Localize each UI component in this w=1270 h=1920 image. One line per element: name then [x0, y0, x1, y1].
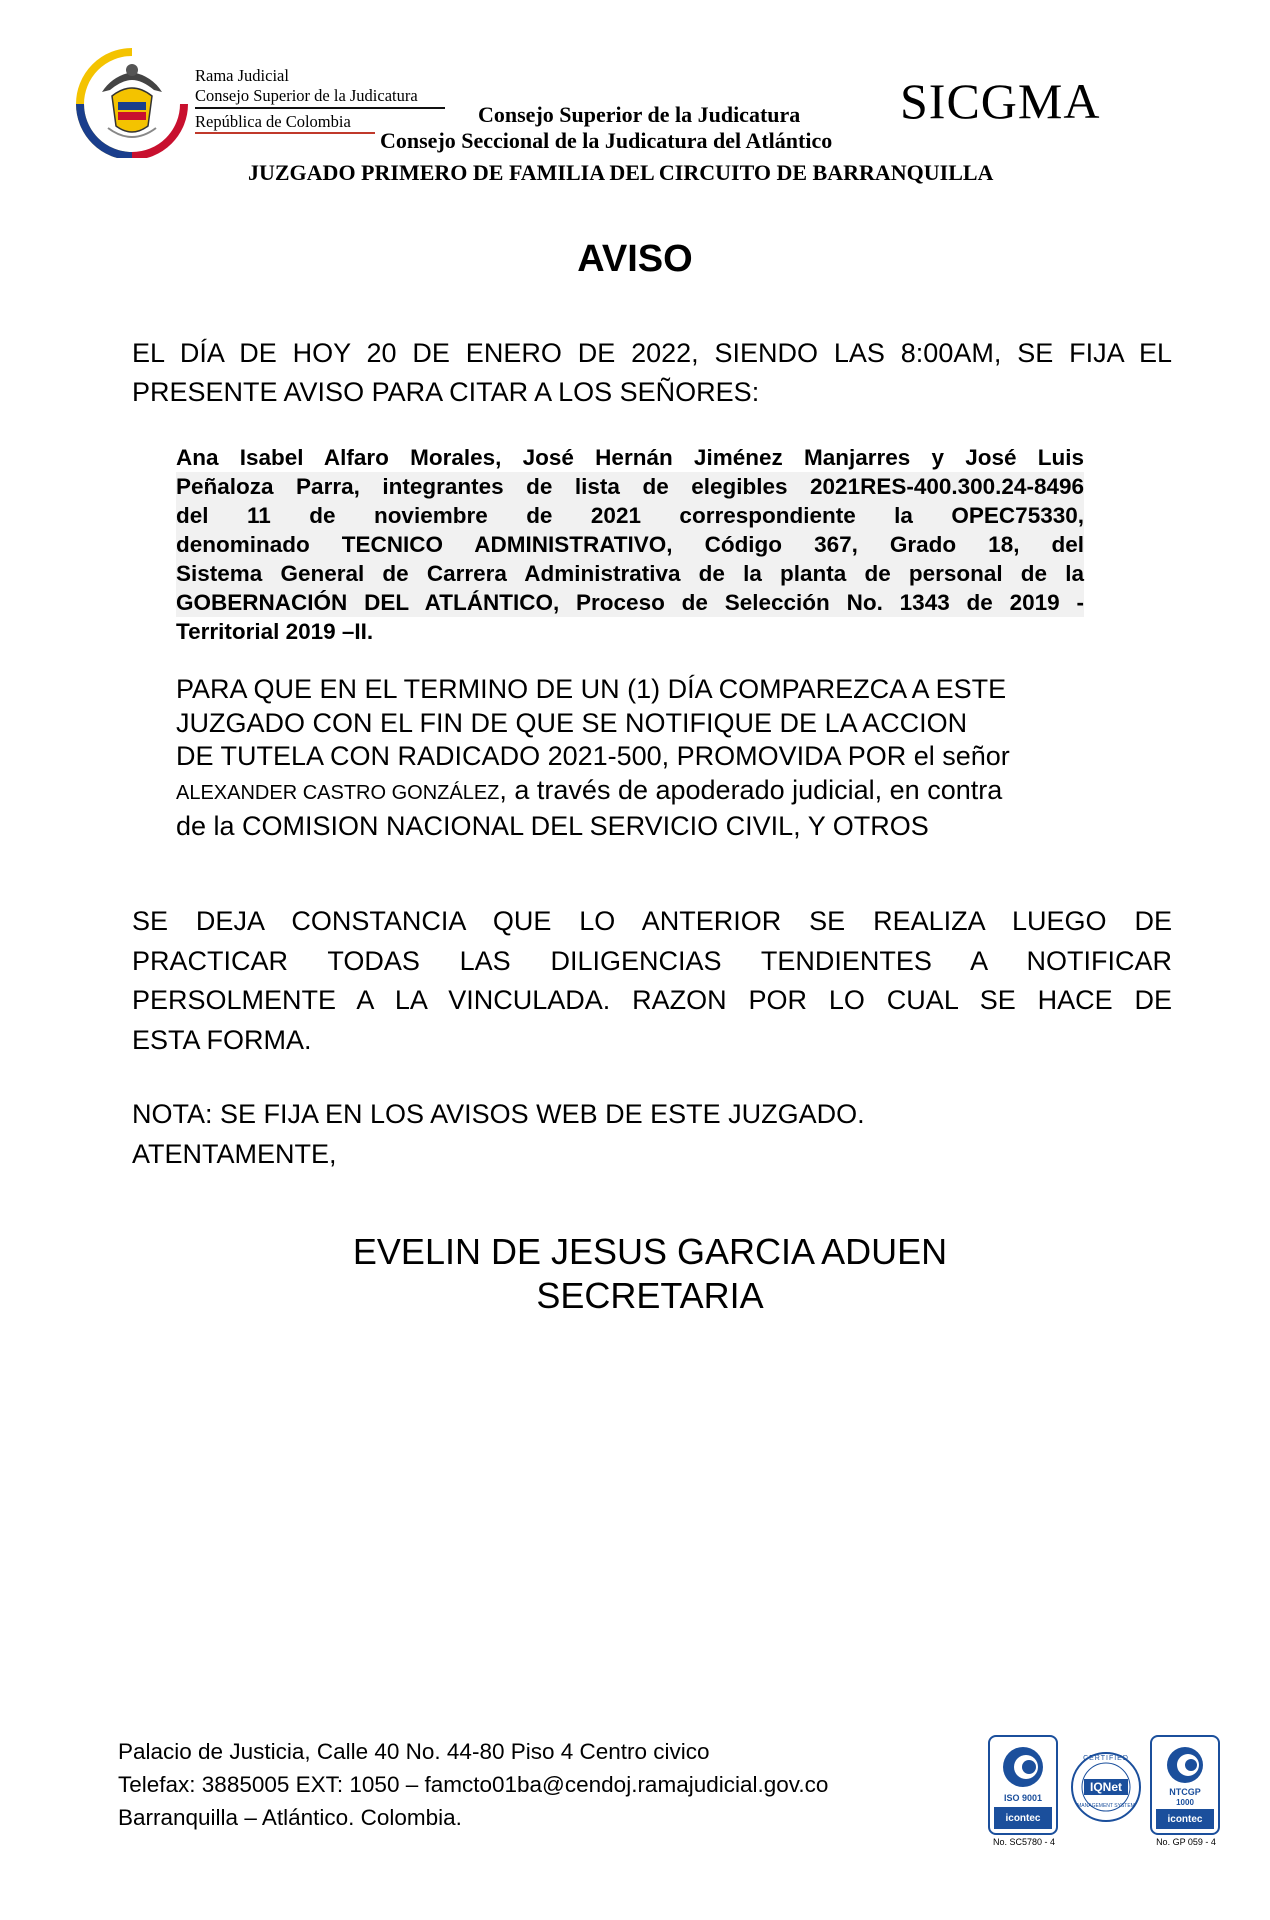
coat-of-arms-logo: [72, 46, 192, 158]
rama-line-1: Rama Judicial: [195, 66, 289, 85]
para-line-5: de la COMISION NACIONAL DEL SERVICIO CIVIL, Y OTROS: [176, 811, 929, 841]
intro-line-1: EL DÍA DE HOY 20 DE ENERO DE 2022, SIENDO LAS 8:00AM, SE FIJA EL: [132, 338, 1172, 368]
juzgado-heading: JUZGADO PRIMERO DE FAMILIA DEL CIRCUITO DE BARRANQUILLA: [248, 160, 994, 185]
iqnet-ring-bottom: MANAGEMENT SYSTEM: [1077, 1803, 1135, 1809]
iso-9001-badge: [988, 1735, 1060, 1847]
iso-label: ISO 9001: [1003, 1793, 1043, 1803]
iso-brand: icontec: [1005, 1813, 1041, 1824]
iqnet-label: IQNet: [1089, 1780, 1122, 1794]
closing-line: ATENTAMENTE,: [132, 1138, 337, 1169]
rama-line-3: República de Colombia: [195, 112, 351, 131]
names-line-6: GOBERNACIÓN DEL ATLÁNTICO, Proceso de Selección No. 1343 de 2019 -: [176, 590, 1084, 615]
signer-role: SECRETARIA: [536, 1275, 764, 1316]
iso-9001-frame: [988, 1735, 1058, 1835]
ntcgp-frame: [1150, 1735, 1220, 1835]
document-title: AVISO: [577, 238, 693, 280]
rama-judicial-block: [195, 66, 418, 132]
ntcgp-brand: icontec: [1167, 1814, 1203, 1825]
iqnet-badge: [1068, 1735, 1144, 1847]
citation-paragraph: [176, 673, 1010, 844]
para-line-3: DE TUTELA CON RADICADO 2021-500, PROMOVIDA POR el señor: [176, 741, 1010, 771]
signature-block: [0, 1230, 1270, 1318]
ntcgp-cert-number: No. GP 059 - 4: [1156, 1837, 1216, 1847]
names-line-1: Ana Isabel Alfaro Morales, José Hernán Jiménez Manjarres y José Luis: [176, 445, 1084, 470]
iqnet-ring-top: CERTIFIED: [1083, 1755, 1129, 1762]
constancia-line-3: PERSOLMENTE A LA VINCULADA. RAZON POR LO CUAL SE HACE DE: [132, 985, 1172, 1015]
footer-line-2: Telefax: 3885005 EXT: 1050 – famcto01ba@cendoj.ramajudicial.gov.co: [118, 1772, 829, 1797]
names-line-5: Sistema General de Carrera Administrativa de la planta de personal de la: [176, 561, 1084, 586]
footer-address: [118, 1735, 828, 1834]
consejo-seccional-heading: Consejo Seccional de la Judicatura del Atlántico: [380, 128, 833, 153]
rama-line-2: Consejo Superior de la Judicatura: [195, 86, 418, 105]
ntcgp-label: NTCGP: [1169, 1787, 1201, 1797]
constancia-paragraph: [132, 902, 1172, 1060]
names-line-3: del 11 de noviembre de 2021 correspondiente la OPEC75330,: [176, 503, 1084, 528]
footer-line-3: Barranquilla – Atlántico. Colombia.: [118, 1805, 462, 1830]
intro-paragraph: [132, 334, 1172, 412]
names-line-4: denominado TECNICO ADMINISTRATIVO, Código 367, Grado 18, del: [176, 532, 1084, 557]
constancia-line-1: SE DEJA CONSTANCIA QUE LO ANTERIOR SE REALIZA LUEGO DE: [132, 906, 1172, 936]
para-line-2: JUZGADO CON EL FIN DE QUE SE NOTIFIQUE DE LA ACCION: [176, 707, 968, 738]
para-line-1: PARA QUE EN EL TERMINO DE UN (1) DÍA COMPAREZCA A ESTE: [176, 674, 1007, 704]
header-divider-red: [195, 132, 375, 134]
intro-line-2: PRESENTE AVISO PARA CITAR A LOS SEÑORES:: [132, 377, 760, 407]
nota-block: [132, 1095, 865, 1174]
iso-cert-number: No. SC5780 - 4: [992, 1837, 1056, 1847]
sicgma-label: SICGMA: [900, 73, 1101, 129]
constancia-line-4: ESTA FORMA.: [132, 1024, 312, 1055]
names-line-2: Peñaloza Parra, integrantes de lista de elegibles 2021RES-400.300.24-8496: [176, 474, 1084, 499]
names-line-7: Territorial 2019 –II.: [176, 619, 374, 644]
iqnet-frame: [1068, 1735, 1144, 1835]
plaintiff-name: ALEXANDER CASTRO GONZÁLEZ: [176, 781, 500, 804]
ntcgp-1000-badge: [1150, 1735, 1222, 1847]
names-block: [176, 443, 1084, 646]
nota-line: NOTA: SE FIJA EN LOS AVISOS WEB DE ESTE JUZGADO.: [132, 1099, 865, 1129]
header-divider-black: [195, 107, 445, 109]
signer-name: EVELIN DE JESUS GARCIA ADUEN: [352, 1231, 948, 1272]
consejo-superior-heading: Consejo Superior de la Judicatura: [478, 102, 801, 127]
para-line-4: [176, 774, 1010, 811]
constancia-line-2: PRACTICAR TODAS LAS DILIGENCIAS TENDIENTES A NOTIFICAR: [132, 945, 1172, 976]
para-line-4-rest: , a través de apoderado judicial, en contra: [499, 774, 1003, 805]
footer-line-1: Palacio de Justicia, Calle 40 No. 44-80 Piso 4 Centro civico: [118, 1739, 710, 1764]
ntcgp-sub: 1000: [1176, 1798, 1194, 1807]
